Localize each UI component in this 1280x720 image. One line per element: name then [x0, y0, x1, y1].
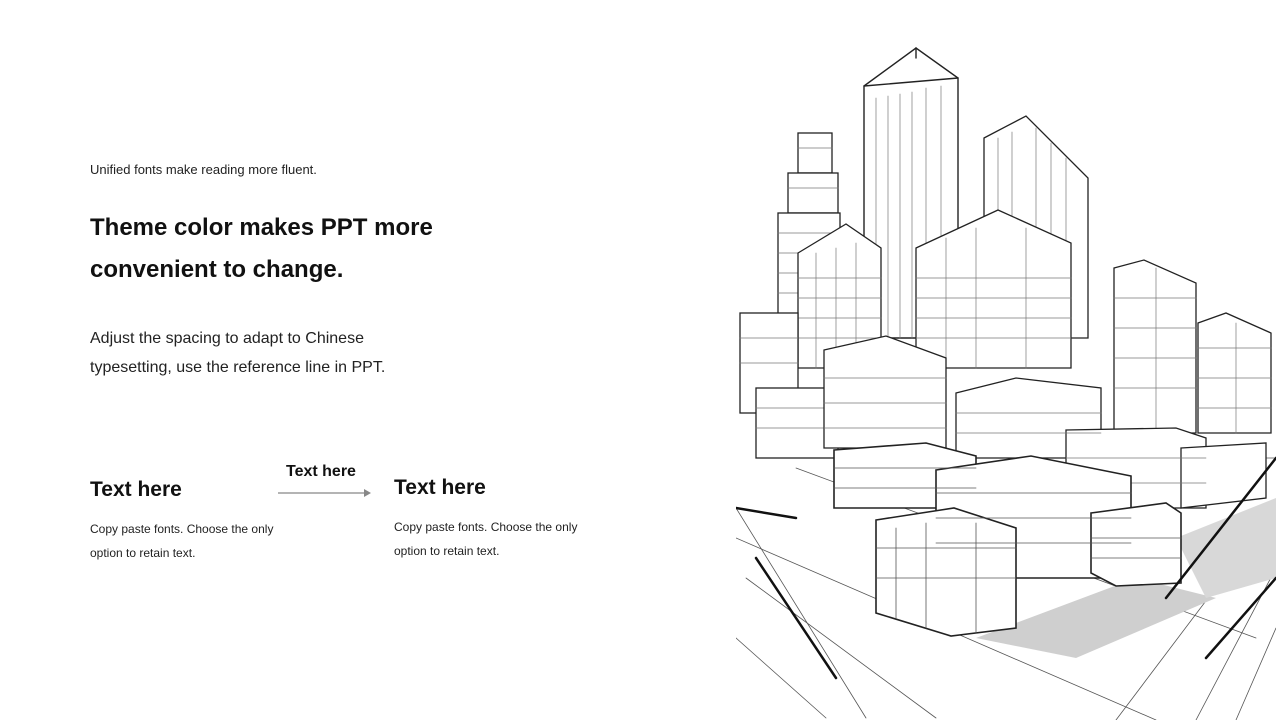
- right-arrow-icon: [278, 486, 372, 500]
- right-block-heading: Text here: [394, 476, 486, 499]
- left-block-description: Copy paste fonts. Choose the only option to retain text.: [90, 522, 274, 560]
- right-block-description: Copy paste fonts. Choose the only option to retain text.: [394, 520, 578, 558]
- city-sketch-illustration: [736, 38, 1276, 720]
- slide-subtitle: Unified fonts make reading more fluent.: [90, 162, 317, 177]
- slide-body-text: Adjust the spacing to adapt to Chinese typesetting, use the reference line in PPT.: [90, 330, 386, 376]
- slide-title: Theme color makes PPT more convenient to change.: [90, 214, 433, 283]
- left-block-heading: Text here: [90, 478, 182, 501]
- arrow-label: Text here: [286, 463, 356, 480]
